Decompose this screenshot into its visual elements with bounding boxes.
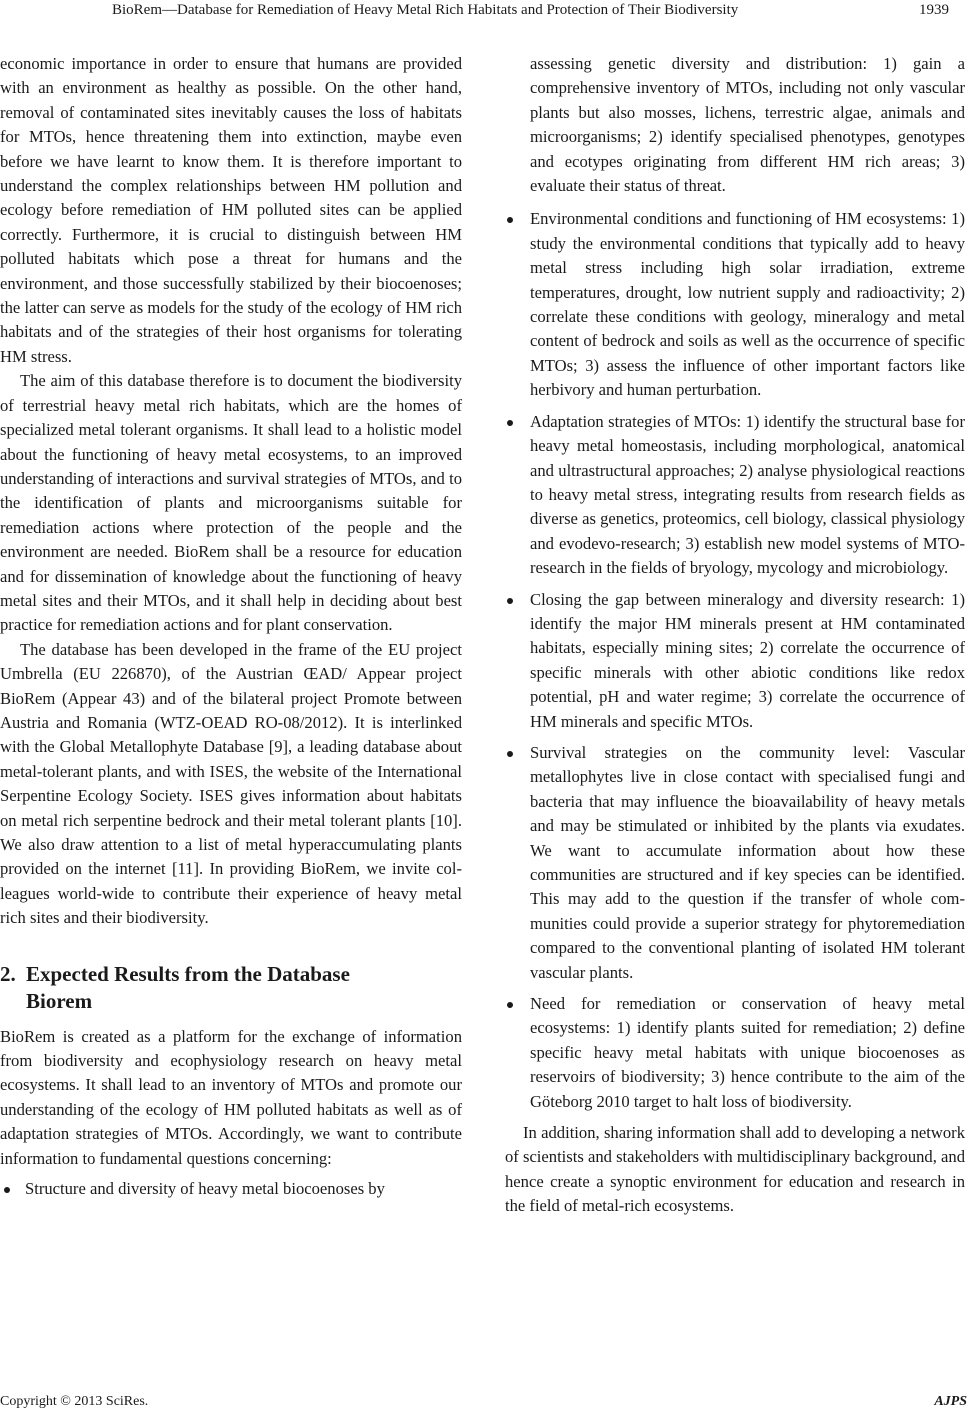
bullet-icon <box>507 598 513 604</box>
bullet-list <box>0 1177 462 1201</box>
list-item <box>505 207 965 402</box>
list-item-text: Structure and diversity of heavy metal biocoenoses by <box>25 1179 385 1199</box>
journal-abbreviation: AJPS <box>934 1394 967 1409</box>
list-item-text: Adaptation strategies of MTOs: 1) identify the structural base for heavy metal homeostasis, including morphological, anatomical and ultrastructural approaches; 2) analyse physiological reactions to heavy metal stress, integrating results from research fields as diverse as genetics, proteomics, cell biology, classical physiology and evodevo-research; 3) establish new model systems of MTO-research in the fields of bryology, mycology and microbiology. <box>530 411 965 578</box>
running-header <box>0 2 969 24</box>
list-item <box>505 588 965 734</box>
paragraph: In addition, sharing information shall add to developing a network of scientists and stakeholders with multidisciplinary background, and hence create a synoptic environment for education and research in the field of metal-rich ecosystems. <box>505 1123 965 1216</box>
right-column <box>505 52 965 1219</box>
list-item <box>505 992 965 1114</box>
bullet-icon <box>507 751 513 757</box>
page-number: 1939 <box>919 2 949 18</box>
left-column <box>0 52 462 1208</box>
section-title-line2: Biorem <box>26 988 93 1013</box>
section-title-line1: Expected Results from the Database <box>26 961 350 986</box>
bullet-icon <box>507 1002 513 1008</box>
copyright-text: Copyright © 2013 SciRes. <box>0 1394 149 1409</box>
list-item <box>505 741 965 985</box>
paragraph: The aim of this database therefore is to document the biodiversity of terrestrial heavy metal rich habitats, which are the homes of specialized metal tolerant organisms. It shall lead to a holistic model about the functioning of heavy metal ecosystems, to an improved understanding of interactions and survival strategies of MTOs, and to the identification of plants and microorganisms suitable for remediation actions where protection of the people and the environment are needed. BioRem shall be a resource for education and for dissemination of knowledge about the functioning of heavy metal sites and their MTOs, and it shall help in deciding about best practice for remediation actions and for plant conservation. <box>0 371 462 635</box>
list-item-text: assessing genetic diversity and distribution: 1) gain a comprehensive inventory of MTOs, including not only vascular plants but also mosses, lichens, terrestric algae, animals and microorganisms; 2) identify specialised phenotypes, genotypes and ecotypes originating from different HM rich areas; 3) evaluate their status of threat. <box>530 54 965 196</box>
list-item-continued <box>505 52 965 198</box>
section-number: 2. <box>0 961 16 986</box>
list-item-text: Environmental conditions and functioning of HM ecosystems: 1) study the environmental conditions that typically add to heavy metal stress including high solar irradiation, extreme temperatures, drought, low nutrient supply and radioactivity; 2) correlate these conditions with geology, mineralogy and metal content of bedrock and soils as well as the occurrence of specific MTOs; 3) assess the influence of other important factors like herbivory and human perturbation. <box>530 209 965 400</box>
paragraph: The database has been developed in the frame of the EU project Umbrella (EU 226870), of the Austrian ŒAD/ Appear project BioRem (Appear 43) and of the bilateral project Promote between Austria and Romania (WTZ-OEAD RO-08/2012). It is interlinked with the Global Metallophyte Database [9], a leading database about metal-tolerant plants, and with ISES, the website of the International Serpentine Ecology Society. ISES gives information about habitats on metal rich serpentine bedrock and their metal tolerant plants [10]. We also draw attention to a list of metal hyperaccumulating plants provided on the internet [11]. In providing BioRem, we invite colleagues world-wide to contribute their experience of heavy metal rich sites and their biodiversity. <box>0 639 462 928</box>
bullet-icon <box>4 1187 10 1193</box>
bullet-list <box>505 52 965 1114</box>
list-item <box>505 410 965 581</box>
paragraph: BioRem is created as a platform for the exchange of information from biodiversity and ecophysiology research on heavy metal ecosystems. It shall lead to an inventory of MTOs and promote our understanding of the ecology of HM polluted habitats as well as of adaptation strategies of MTOs. Accordingly, we want to contribute information to fundamental questions concerning: <box>0 1026 462 1168</box>
section-heading <box>0 961 462 1015</box>
list-item-text: Need for remediation or conservation of heavy metal ecosystems: 1) identify plants suited for remediation; 2) define specific heavy metal habitats with unique biocoenoses as reservoirs of biodiversity; 3) hence contribute to the aim of the Göteborg 2010 target to halt loss of biodiversity. <box>530 994 965 1111</box>
list-item <box>0 1177 462 1201</box>
list-item-text: Closing the gap between mineralogy and diversity research: 1) identify the major HM minerals present at HM contaminated habitats, especially mining sites; 2) correlate the occurrence of specific minerals with other abiotic conditions like redox potential, pH and water regime; 3) correlate the occurrence of HM minerals and specific MTOs. <box>530 589 965 731</box>
paragraph: economic importance in order to ensure that humans are provided with an environment as healthy as possible. On the other hand, removal of contaminated sites inevitably causes the loss of habitats for MTOs, hence threatening them into extinction, maybe even before we have learnt to know them. It is therefore important to understand the complex relationships between HM pollution and ecology before remediation of HM polluted sites can be applied correctly. Furthermore, it is crucial to distinguish between HM polluted habitats which pose a threat for humans and the environment, and those successfully stabilized by their biocoenoses; the latter can serve as models for the study of the ecology of HM rich habitats and of the strategies of their host organisms for tolerating HM stress. <box>0 54 462 366</box>
bullet-icon <box>507 420 513 426</box>
list-item-text: Survival strategies on the community level: Vascular metallophytes live in close contact with specialised fungi and bacteria that may influence the bioavailability of heavy metals and may be stimulated or inhibited by the plants via exudates. We want to accumulate information about how these communities are structured and if key species can be identified. This may add to the question if the transfer of whole communities could provide a superior strategy for phytoremediation compared to the conventional planting of isolated HM tolerant vascular plants. <box>530 742 965 982</box>
bullet-icon <box>507 217 513 223</box>
running-title: BioRem—Database for Remediation of Heavy Metal Rich Habitats and Protection of Their Biodiversity <box>112 2 739 18</box>
